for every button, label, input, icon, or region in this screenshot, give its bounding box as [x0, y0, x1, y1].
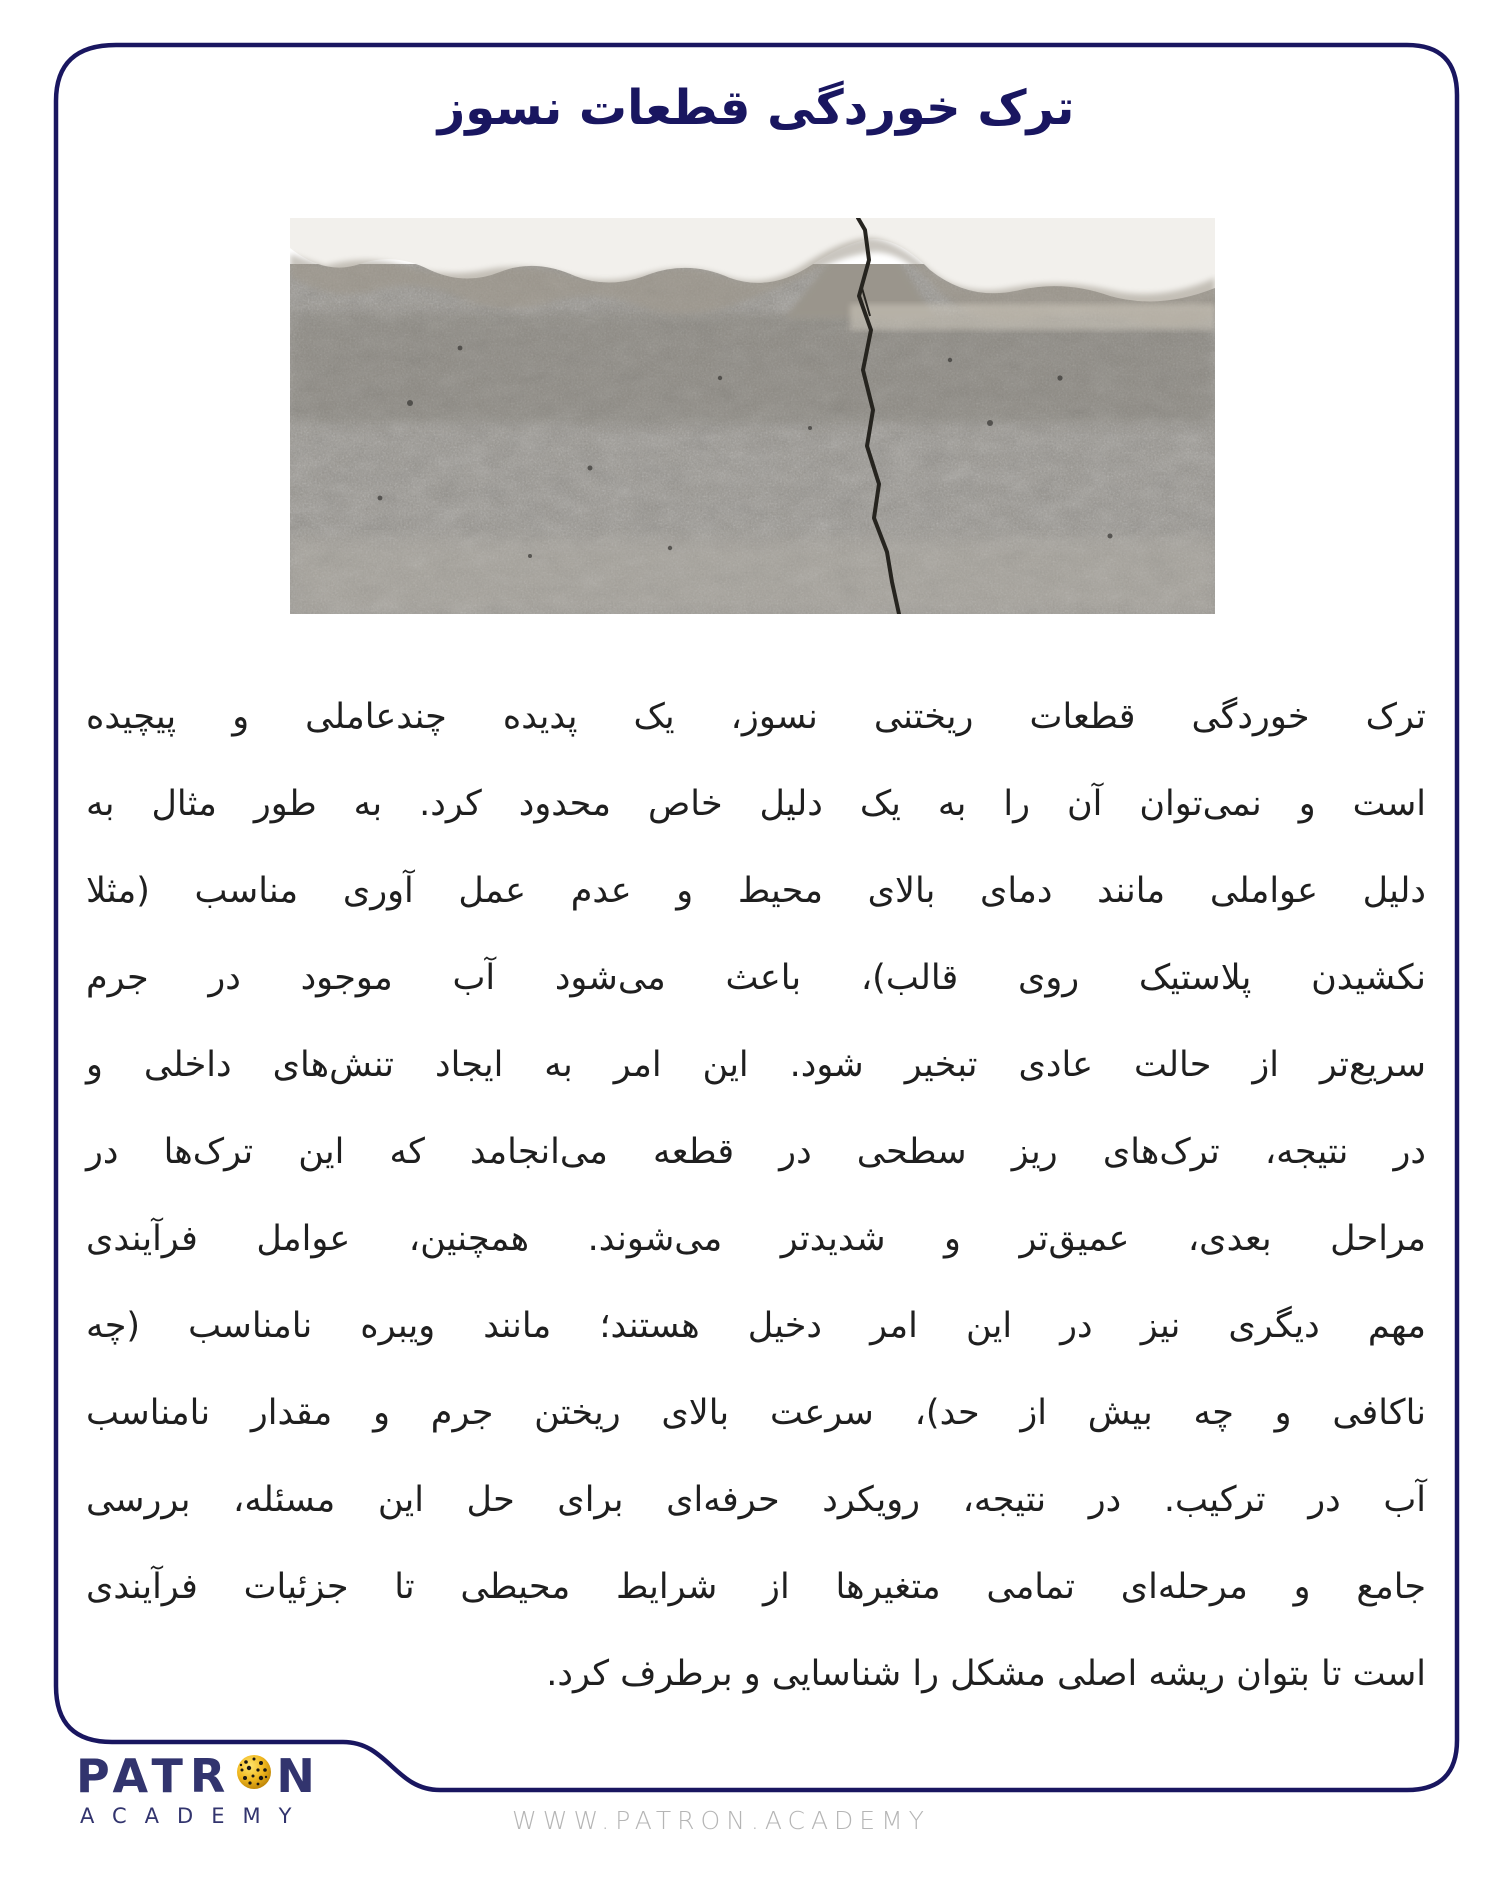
paragraph-line: آب در ترکیب. در نتیجه، رویکرد حرفه‌ای برای حل این مسئله، بررسی: [86, 1480, 1426, 1520]
paragraph-line: مراحل بعدی، عمیق‌تر و شدیدتر می‌شوند. همچنین، عوامل فرآیندی: [86, 1219, 1426, 1259]
logo-text-n: N: [276, 1749, 322, 1803]
concrete-image: [290, 218, 1215, 614]
patron-academy-logo: [76, 1749, 322, 1828]
paragraph-line: دلیل عواملی مانند دمای بالای محیط و عدم عمل آوری مناسب (مثلا: [86, 871, 1426, 911]
body-paragraph: [86, 674, 1426, 1718]
logo-wordmark: [76, 1749, 322, 1803]
logo-globe-icon: [234, 1752, 274, 1800]
paragraph-line: جامع و مرحله‌ای تمامی متغیرها از شرایط محیطی تا جزئیات فرآیندی: [86, 1567, 1426, 1607]
paragraph-line: ترک خوردگی قطعات ریختنی نسوز، یک پدیده چندعاملی و پیچیده: [86, 697, 1426, 737]
website-url: WWW.PATRON.ACADEMY: [512, 1806, 930, 1835]
page-title: ترک خوردگی قطعات نسوز: [437, 80, 1075, 136]
paragraph-line: مهم دیگری نیز در این امر دخیل هستند؛ مانند ویبره نامناسب (چه: [86, 1306, 1426, 1346]
paragraph-line: است و نمی‌توان آن را به یک دلیل خاص محدود کرد. به طور مثال به: [86, 784, 1426, 824]
paragraph-line: سریع‌تر از حالت عادی تبخیر شود. این امر به ایجاد تنش‌های داخلی و: [86, 1045, 1426, 1085]
paragraph-line: نکشیدن پلاستیک روی قالب)، باعث می‌شود آب موجود در جرم: [86, 958, 1426, 998]
paragraph-line: ناکافی و چه بیش از حد)، سرعت بالای ریختن جرم و مقدار نامناسب: [86, 1393, 1426, 1433]
logo-text-patr: PATR: [76, 1749, 233, 1803]
paragraph-line: است تا بتوان ریشه اصلی مشکل را شناسایی و برطرف کرد.: [546, 1654, 1426, 1694]
paragraph-line: در نتیجه، ترک‌های ریز سطحی در قطعه می‌انجامد که این ترک‌ها در: [86, 1132, 1426, 1172]
cracked-concrete-photo: [290, 218, 1215, 614]
logo-subtitle: ACADEMY: [80, 1804, 310, 1828]
